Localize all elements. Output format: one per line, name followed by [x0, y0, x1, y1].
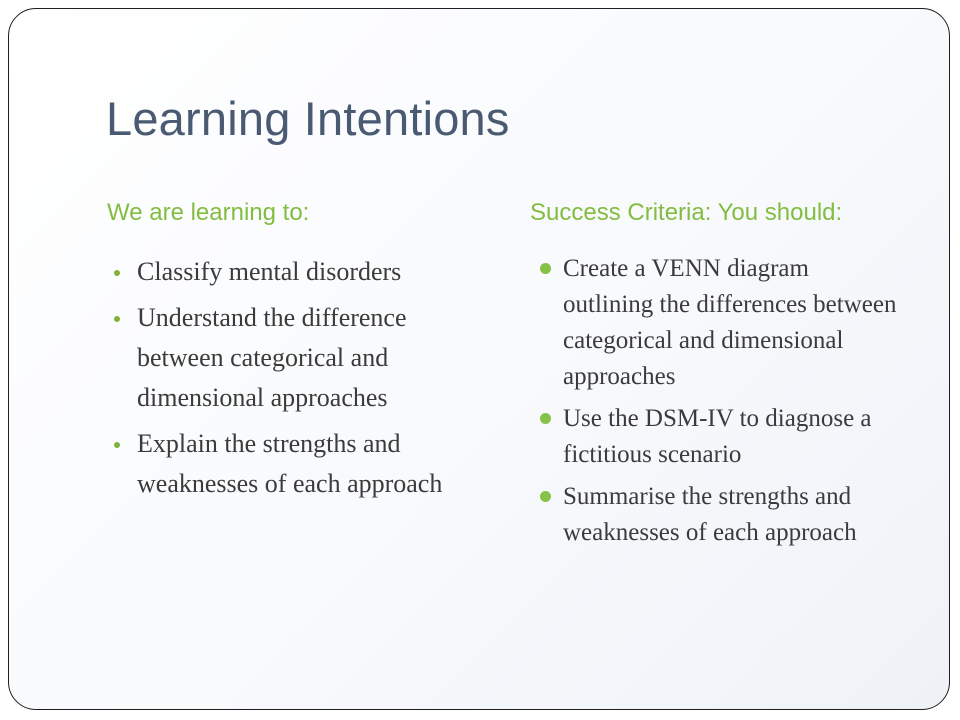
learning-intentions-heading: We are learning to: [107, 199, 310, 226]
list-item [107, 252, 477, 292]
list-item [529, 401, 899, 473]
learning-intentions-list [107, 252, 477, 510]
list-item [107, 298, 477, 418]
round-bullet-icon [540, 263, 551, 274]
success-criteria-heading: Success Criteria: You should: [530, 199, 843, 226]
list-item-text: Understand the difference between categorical and dimensional approaches [137, 303, 407, 412]
list-item-text: Summarise the strengths and weaknesses of each approach [563, 483, 857, 546]
list-item [529, 251, 899, 395]
slide [8, 8, 950, 710]
small-dot-bullet-icon [114, 316, 120, 322]
success-criteria-list [529, 251, 899, 557]
round-bullet-icon [540, 413, 551, 424]
list-item-text: Use the DSM-IV to diagnose a fictitious scenario [563, 405, 872, 468]
list-item [107, 424, 477, 504]
list-item [529, 479, 899, 551]
round-bullet-icon [540, 491, 551, 502]
list-item-text: Create a VENN diagram outlining the differences between categorical and dimensional approaches [563, 255, 897, 390]
slide-title: Learning Intentions [106, 92, 510, 145]
small-dot-bullet-icon [114, 270, 120, 276]
small-dot-bullet-icon [114, 442, 120, 448]
list-item-text: Explain the strengths and weaknesses of each approach [137, 429, 443, 498]
list-item-text: Classify mental disorders [137, 257, 402, 286]
